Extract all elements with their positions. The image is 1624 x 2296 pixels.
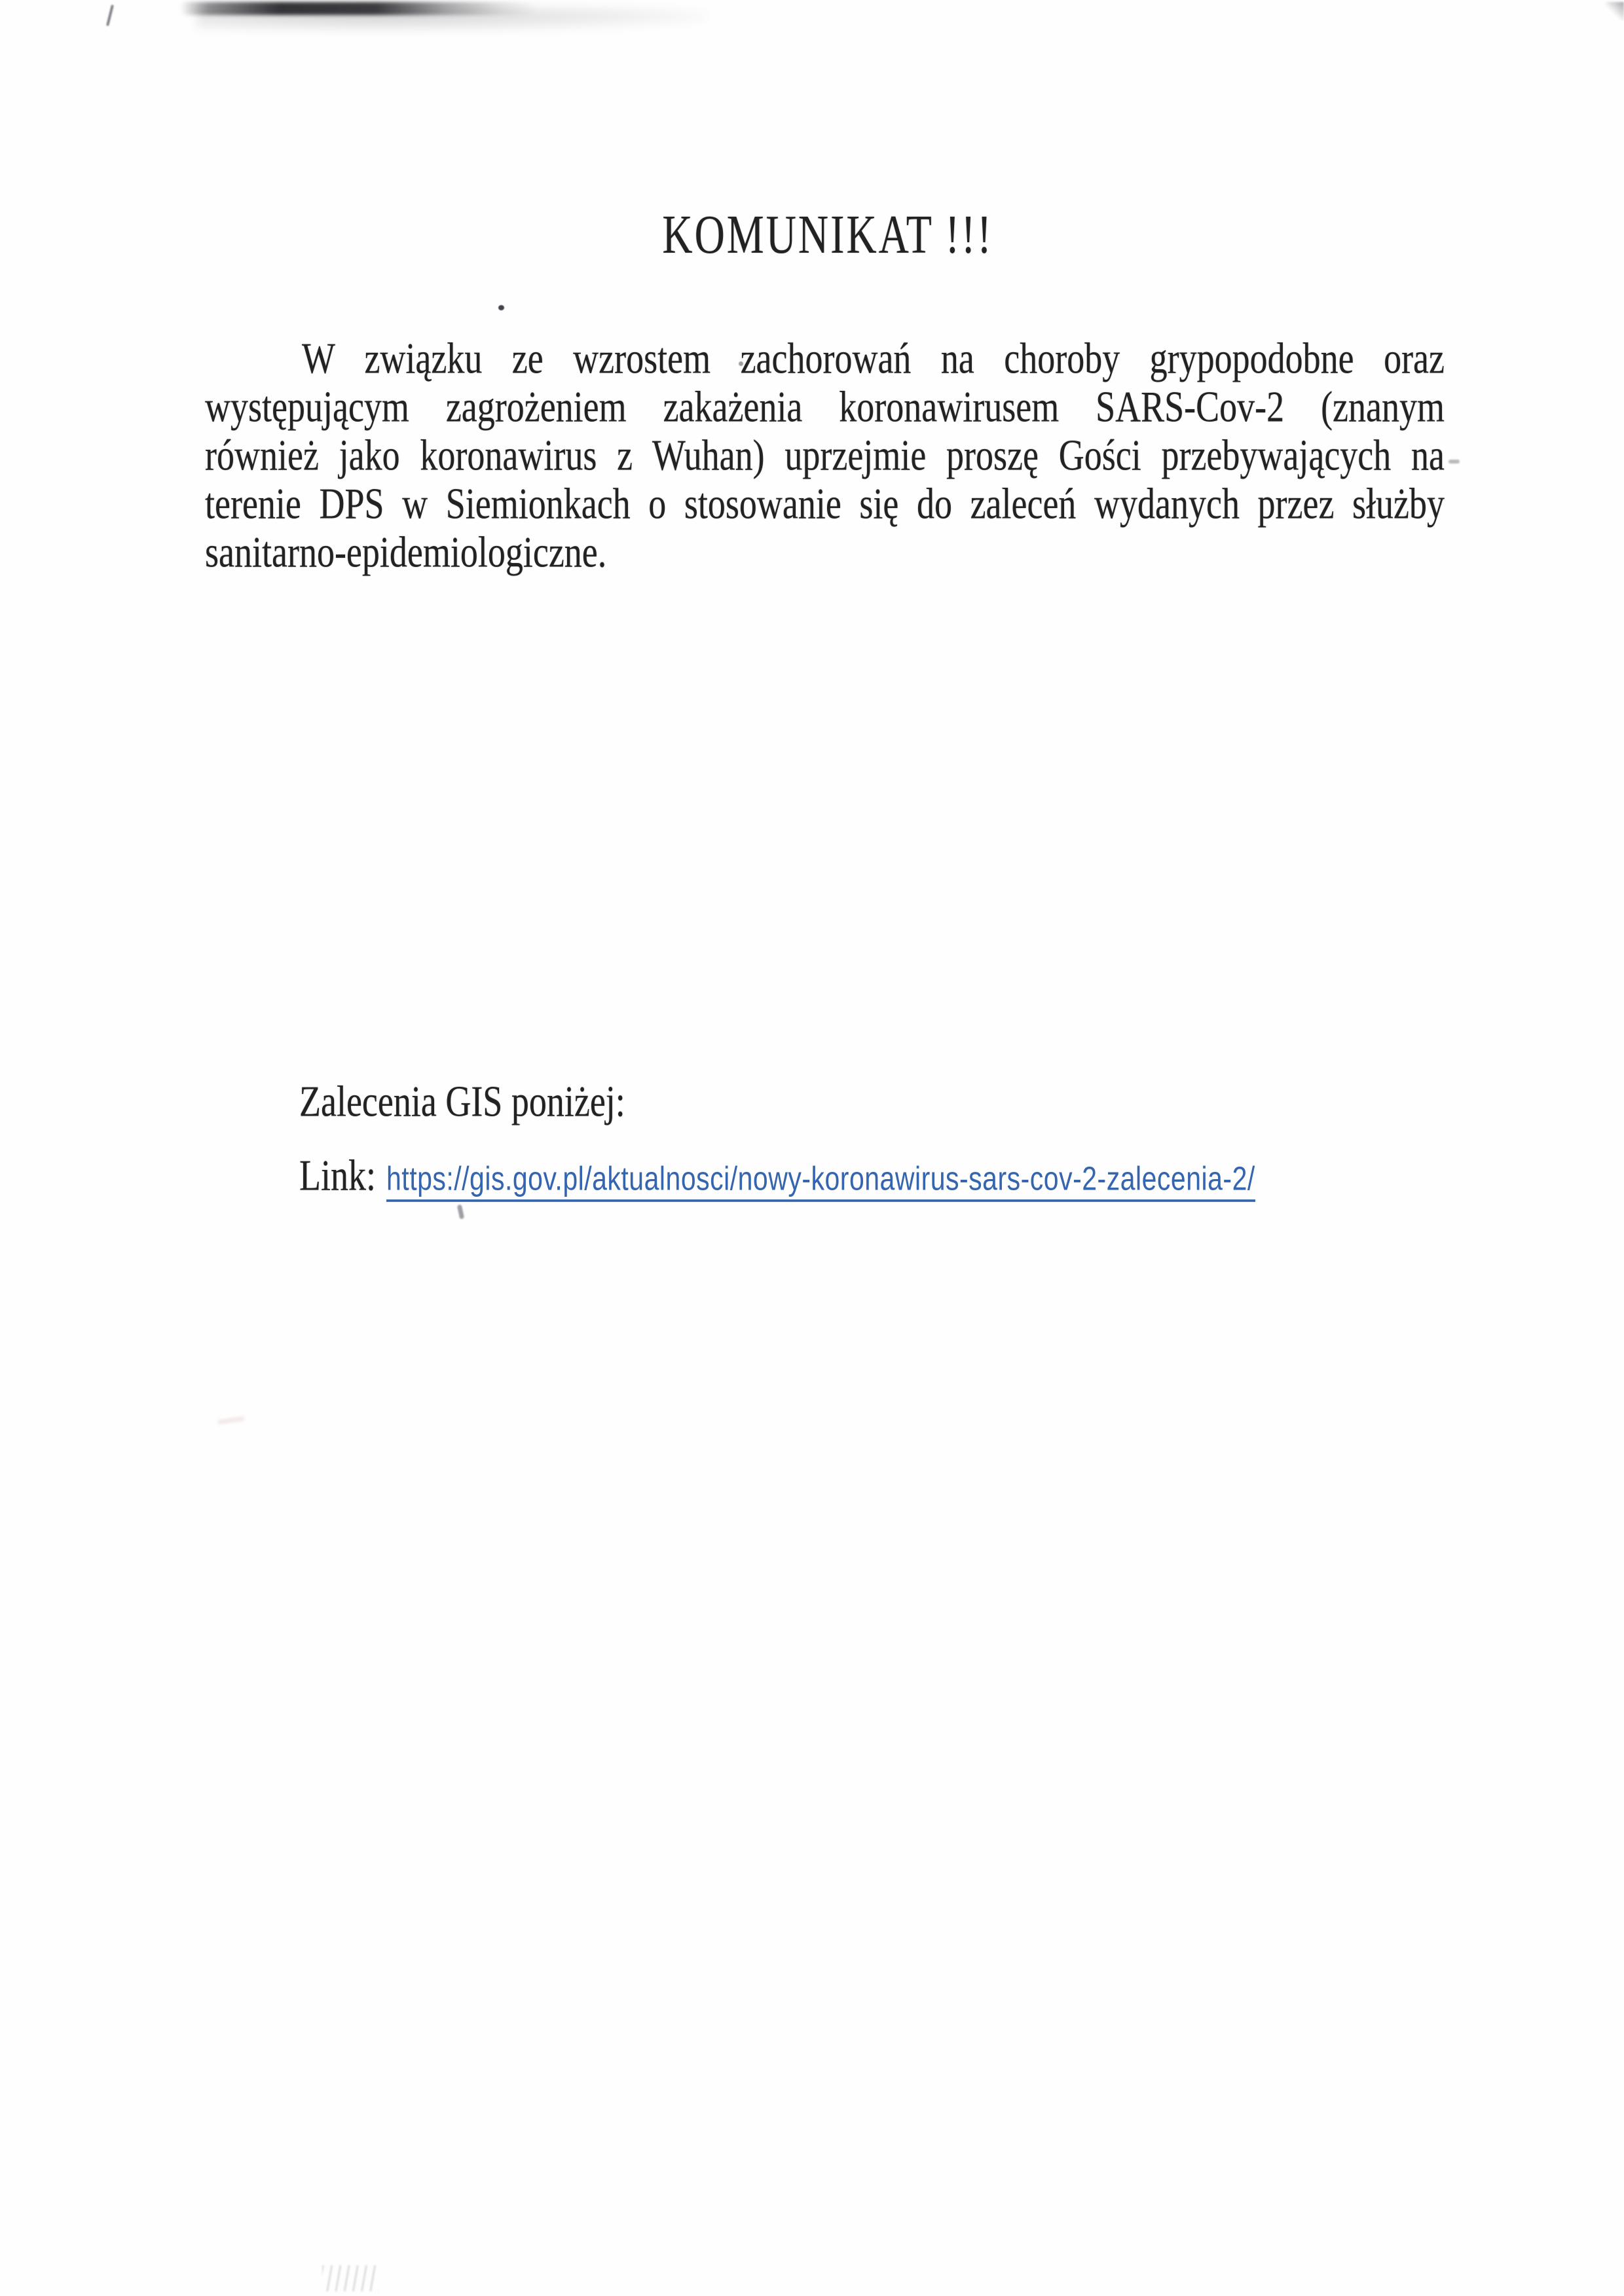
paragraph-line: występującym zagrożeniem zakażenia koronawirusem SARS-Cov-2 (znanym: [205, 382, 1445, 431]
paragraph-line: terenie DPS w Siemionkach o stosowanie się do zaleceń wydanych przez służby: [205, 479, 1445, 528]
recommendations-line: Zalecenia GIS poniżej:: [299, 1077, 625, 1126]
link-line: [299, 1151, 1255, 1203]
ink-speck: [1449, 460, 1460, 464]
ink-speck: [457, 1205, 464, 1220]
paragraph-line: sanitarno-epidemiologiczne.: [205, 528, 607, 577]
page-title: KOMUNIKAT !!!: [662, 204, 993, 265]
scan-smudge-top: [180, 2, 537, 15]
paper-scratch: [218, 1416, 245, 1424]
link-label: Link:: [299, 1151, 376, 1200]
pen-stroke-mark: [106, 5, 114, 26]
paragraph-line: również jako koronawirus z Wuhan) uprzejmie proszę Gości przebywających na: [205, 431, 1445, 480]
body-paragraph: [205, 334, 1445, 577]
gis-link[interactable]: https://gis.gov.pl/aktualnosci/nowy-koronawirus-sars-cov-2-zalecenia-2/: [386, 1160, 1255, 1202]
paragraph-line: W związku ze wzrostem zachorowań na choroby grypopodobne oraz: [302, 334, 1445, 383]
scan-smudge-bottom: [322, 2265, 378, 2291]
ink-speck: [498, 305, 504, 310]
corner-scan-mark: [1606, 2, 1624, 20]
